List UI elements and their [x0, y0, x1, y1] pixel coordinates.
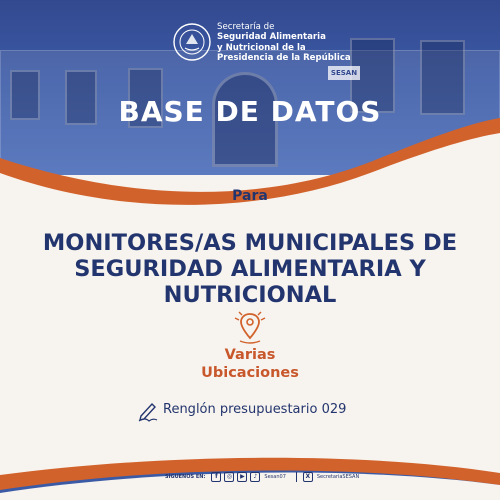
social-handle: SecretariaSESAN: [316, 474, 360, 480]
follow-label: SÍGUENOS EN:: [165, 474, 206, 480]
tiktok-icon[interactable]: ♪: [250, 472, 260, 482]
org-line: Presidencia de la República: [217, 53, 351, 64]
budget-line-text: Renglón presupuestario 029: [163, 402, 347, 417]
page-title: BASE DE DATOS: [118, 95, 382, 128]
social-handle: Sesan07: [264, 474, 286, 480]
instagram-icon[interactable]: ◎: [224, 472, 234, 482]
job-position-line: NUTRICIONAL: [163, 282, 337, 308]
job-position: [20, 230, 480, 308]
divider: [296, 472, 297, 482]
coat-of-arms-icon: [172, 22, 212, 62]
location-text: [0, 346, 500, 382]
job-position-line: MONITORES/AS MUNICIPALES DE: [42, 230, 458, 256]
pen-signing-icon: [137, 400, 159, 422]
social-bar: [165, 472, 363, 482]
map-pin-icon: [231, 310, 269, 344]
job-position-line: SEGURIDAD ALIMENTARIA Y: [74, 256, 426, 282]
org-line: Secretaría de: [217, 22, 275, 32]
org-name: [217, 22, 351, 64]
subtitle: Para: [232, 188, 268, 204]
location-line: Ubicaciones: [201, 365, 299, 381]
decorative-wave: [0, 118, 500, 228]
org-line: Seguridad Alimentaria: [217, 32, 326, 43]
facebook-icon[interactable]: f: [211, 472, 221, 482]
x-icon[interactable]: X: [303, 472, 313, 482]
building-sign: SESAN: [328, 66, 360, 80]
org-line: y Nutricional de la: [217, 42, 306, 53]
location-line: Varias: [224, 347, 276, 363]
youtube-icon[interactable]: ▶: [237, 472, 247, 482]
